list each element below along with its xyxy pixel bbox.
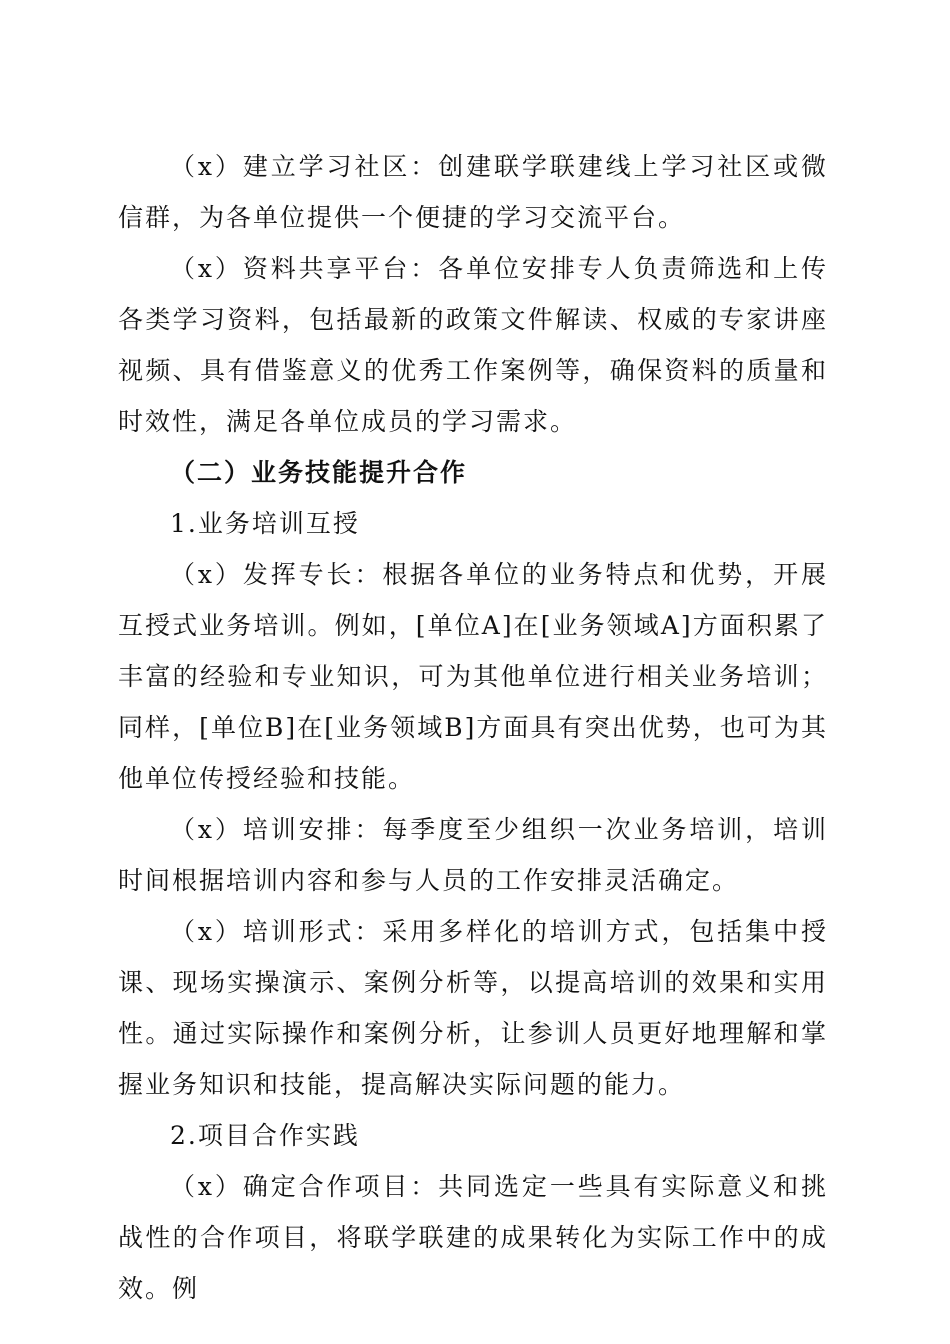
- paragraph-learning-community: （x）建立学习社区：创建联学联建线上学习社区或微信群，为各单位提供一个便捷的学习交流平台。: [118, 152, 828, 232]
- paragraph-resource-sharing: （x）资料共享平台：各单位安排专人负责筛选和上传各类学习资料，包括最新的政策文件解读、权威的专家讲座视频、具有借鉴意义的优秀工作案例等，确保资料的质量和时效性，满足各单位成员的学习需求。: [118, 254, 828, 436]
- subsection-heading-1: 1.业务培训互授: [170, 509, 360, 538]
- paragraph-training-schedule: （x）培训安排：每季度至少组织一次业务培训，培训时间根据培训内容和参与人员的工作安排灵活确定。: [118, 815, 828, 895]
- subsection-heading-2: 2.项目合作实践: [170, 1121, 360, 1150]
- paragraph-training-format: （x）培训形式：采用多样化的培训方式，包括集中授课、现场实操演示、案例分析等，以提高培训的效果和实用性。通过实际操作和案例分析，让参训人员更好地理解和掌握业务知识和技能，提高解决实际问题的能力。: [118, 917, 828, 1099]
- paragraph-cooperation-project: （x）确定合作项目：共同选定一些具有实际意义和挑战性的合作项目，将联学联建的成果转化为实际工作中的成效。例: [118, 1172, 828, 1303]
- section-heading: （二）业务技能提升合作: [170, 458, 468, 487]
- paragraph-expertise: （x）发挥专长：根据各单位的业务特点和优势，开展互授式业务培训。例如，[单位A]在[业务领域A]方面积累了丰富的经验和专业知识，可为其他单位进行相关业务培训；同样，[单位B]在[业务领域B]方面具有突出优势，也可为其他单位传授经验和技能。: [118, 560, 828, 793]
- document-body: [118, 141, 828, 1314]
